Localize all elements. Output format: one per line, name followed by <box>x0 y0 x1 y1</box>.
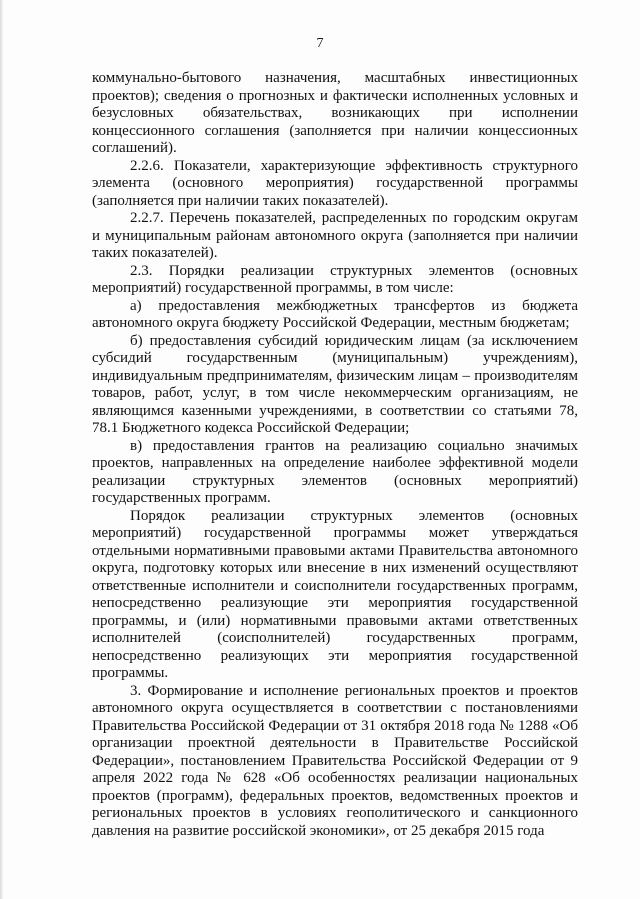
list-item-v: в) предоставления грантов на реализацию социально значимых проектов, направленных на определение наиболее эффективной модели реализации структурных элементов (основных мероприятий) государственных программ. <box>92 437 578 506</box>
paragraph-3-regional-projects: 3. Формирование и исполнение региональных проектов и проектов автономного округа осуществляется в соответствии с постановлениями Правительства Российской Федерации от 31 октября 2018 года № 1288 «Об организации проектной деятельности в Правительстве Российской Федерации», постановлением Правительства Российской Федерации от 9 апреля 2022 года № 628 «Об особенностях реализации национальных проектов (программ), федеральных проектов, ведомственных проектов и региональных проектов в условиях геополитического и санкционного давления на развитие российской экономики», от 25 декабря 2015 года <box>92 682 578 839</box>
paragraph-implementation-order: Порядок реализации структурных элементов (основных мероприятий) государственной программы может утверждаться отдельными нормативными правовыми актами Правительства автономного округа, подготовку которых или внесение в них изменений осуществляют ответственные исполнители и соисполнители государственных программ, непосредственно реализующие эти мероприятия государственной программы, и (или) нормативными правовыми актами ответственных исполнителей (соисполнителей) государственных программ, непосредственно реализующих эти мероприятия государственной программы. <box>92 507 578 681</box>
paragraph-2-2-7: 2.2.7. Перечень показателей, распределенных по городским округам и муниципальным районам автономного округа (заполняется при наличии таких показателей). <box>92 210 578 261</box>
list-item-b: б) предоставления субсидий юридическим лицам (за исключением субсидий государственным (муниципальным) учреждениям), индивидуальным предпринимателям, физическим лицам – производителям товаров, работ, услуг, в том числе некоммерческим организациям, не являющимся казенными учреждениями, в соответствии со статьями 78, 78.1 Бюджетного кодекса Российской Федерации; <box>92 332 578 436</box>
scan-edge <box>0 0 3 899</box>
list-item-a: а) предоставления межбюджетных трансфертов из бюджета автономного округа бюджету Российской Федерации, местным бюджетам; <box>92 297 578 331</box>
paragraph-2-2-6: 2.2.6. Показатели, характеризующие эффективность структурного элемента (основного мероприятия) государственной программы (заполняется при наличии таких показателей). <box>92 157 578 209</box>
page-number: 7 <box>316 36 324 51</box>
paragraph-2-3: 2.3. Порядки реализации структурных элементов (основных мероприятий) государственной программы, в том числе: <box>92 262 578 296</box>
document-body <box>92 70 578 840</box>
paragraph-concession-continuation: коммунально-бытового назначения, масштабных инвестиционных проектов); сведения о прогнозных и фактически исполненных условных и безусловных обязательствах, возникающих при исполнении концессионного соглашения (заполняется при наличии концессионных соглашений). <box>92 70 578 156</box>
